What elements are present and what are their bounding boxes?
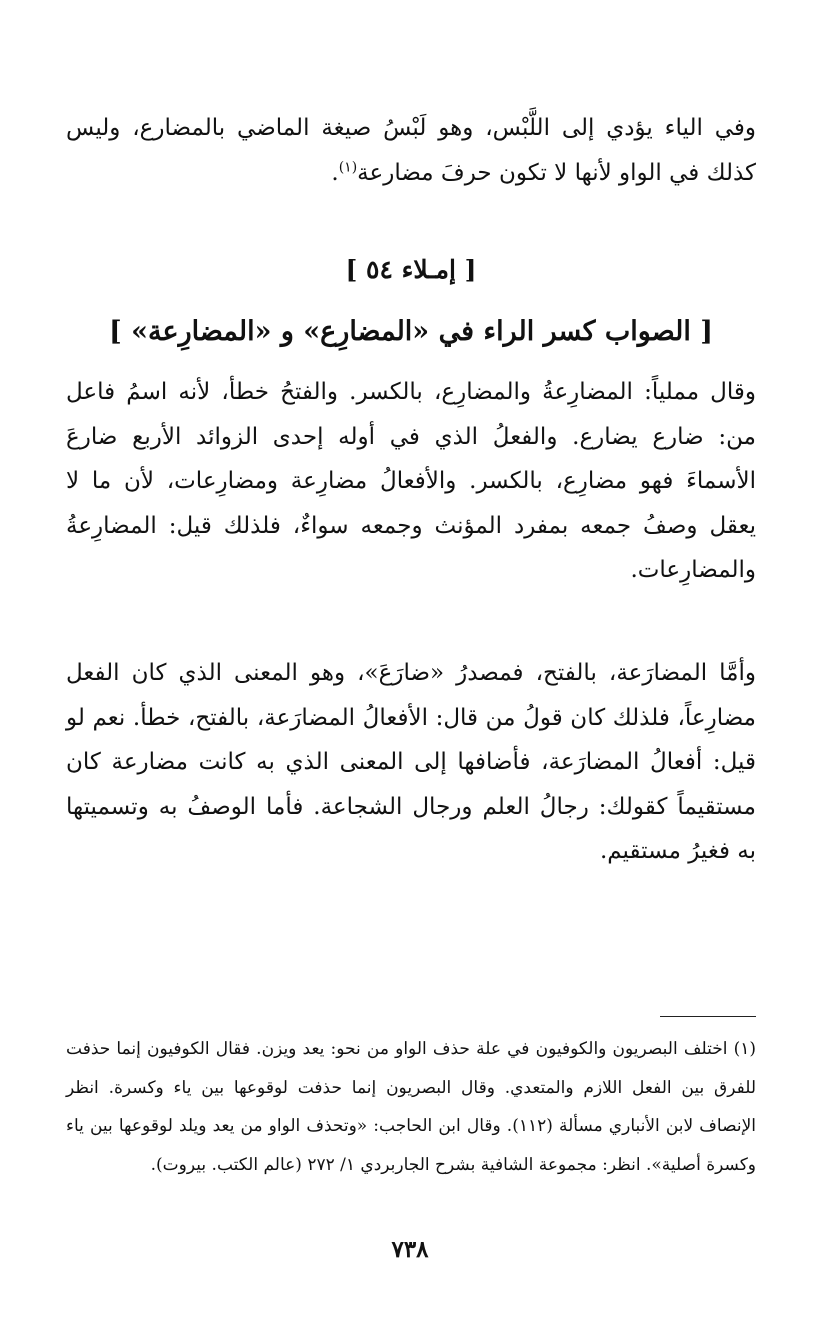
- opening-paragraph: وفي الياء يؤدي إلى اللَّبْس، وهو لَبْسُ صيغة الماضي بالمضارع، وليس كذلك في الواو لأنها لا تكون حرفَ مضارعة$^{(١)}$.: [66, 115, 756, 186]
- section-title: [ الصواب كسر الراء في «المضارِع» و «المضارِعة» ]: [108, 316, 714, 347]
- body-paragraph-1: وقال مملياً: المضارِعةُ والمضارِع، بالكسر. والفتحُ خطأ، لأنه اسمُ فاعل من: ضارع يضارع. والفعلُ الذي في أوله إحدى الزوائد الأربع ضارعَ الأسماءَ فهو مضارِع، بالكسر. والأفعالُ مضارِعة ومضارِعات، لأن ما لا يعقل وصفُ جمعه بمفرد المؤنث وجمعه سواءٌ، فلذلك قيل: المضارِعةُ والمضارِعات.: [66, 379, 756, 583]
- page-number: ٧٣٨: [391, 1236, 429, 1263]
- body-paragraph-2: وأمَّا المضارَعة، بالفتح، فمصدرُ «ضارَعَ»، وهو المعنى الذي كان الفعل مضارِعاً، فلذلك كان قولُ من قال: الأفعالُ المضارَعة، بالفتح، خطأ. نعم لو قيل: أفعالُ المضارَعة، فأضافها إلى المعنى الذي به كانت مضارعة كان مستقيماً كقولك: رجالُ العلم ورجال الشجاعة. فأما الوصفُ به وتسميتها به فغيرُ مستقيم.: [66, 660, 756, 864]
- opening-paragraph-text: وفي الياء يؤدي إلى اللَّبْس، وهو لَبْسُ صيغة الماضي بالمضارع، وليس كذلك في الواو لأنها لا تكون حرفَ مضارعة: [66, 115, 756, 186]
- footnote: (١) اختلف البصريون والكوفيون في علة حذف الواو من نحو: يعد ويزن. فقال الكوفيون إنما حذفت للفرق بين الفعل اللازم والمتعدي. وقال البصريون إنما حذفت لوقوعها بين ياء وكسرة. انظر الإنصاف لابن الأنباري مسألة (١١٢). وقال ابن الحاجب: «وتحذف الواو من يعد ويلد لوقوعها بين ياء وكسرة أصلية». انظر: مجموعة الشافية بشرح الجاربردي ١/ ٢٧٢ (عالم الكتب. بيروت).: [66, 1039, 757, 1175]
- footnote-reference: (١): [338, 158, 358, 175]
- footnote-divider: [660, 1016, 756, 1017]
- section-number-heading: [ إمـلاء ٥٤ ]: [345, 255, 477, 284]
